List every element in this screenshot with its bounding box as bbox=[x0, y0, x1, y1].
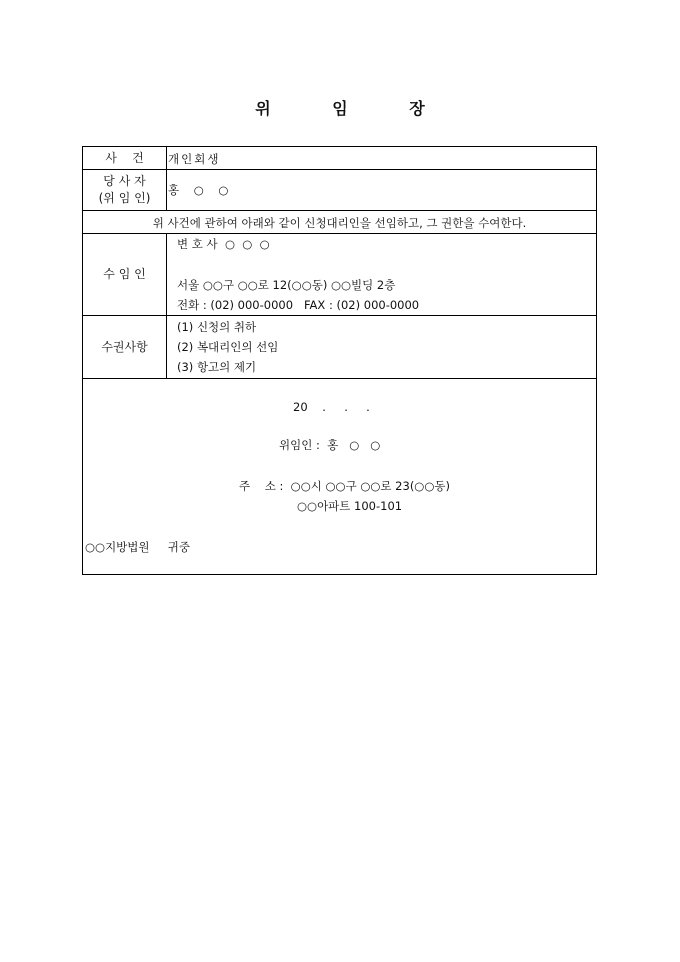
footer-delegator: 위임인 : 홍 ○ ○ bbox=[279, 438, 381, 452]
party-label-line2: (위 임 인) bbox=[98, 191, 151, 205]
statement-text: 위 사건에 관하여 아래와 같이 신청대리인을 선임하고, 그 권한을 수여한다. bbox=[152, 216, 527, 230]
party-row bbox=[83, 170, 596, 211]
party-label-line1: 당 사 자 bbox=[103, 174, 146, 188]
appointee-name: 변 호 사 ○ ○ ○ bbox=[177, 237, 270, 251]
appointee-value-cell bbox=[167, 234, 596, 315]
powers-label-text: 수권사항 bbox=[101, 339, 148, 354]
appointee-address: 서울 ○○구 ○○로 12(○○동) ○○빌딩 2층 bbox=[177, 278, 396, 292]
document-title: 위 임 장 bbox=[255, 99, 453, 118]
appointee-label bbox=[83, 234, 167, 315]
footer-date: 20 . . . bbox=[293, 400, 370, 414]
footer-section bbox=[83, 379, 596, 575]
appointee-label-text: 수 임 인 bbox=[103, 267, 146, 281]
case-label bbox=[83, 147, 167, 169]
powers-item-1: (1) 신청의 취하 bbox=[177, 320, 257, 334]
powers-row bbox=[83, 316, 596, 379]
footer-address-line2: ○○아파트 100-101 bbox=[297, 499, 403, 513]
footer-court: ○○지방법원 귀중 bbox=[85, 540, 190, 554]
case-row bbox=[83, 147, 596, 170]
party-value: 홍 ○ ○ bbox=[168, 183, 229, 197]
party-value-cell bbox=[167, 170, 596, 210]
footer-address-line1: 주 소 : ○○시 ○○구 ○○로 23(○○동) bbox=[239, 479, 450, 493]
power-of-attorney-form bbox=[82, 146, 597, 575]
case-label-text: 사 건 bbox=[105, 150, 144, 165]
case-value-cell bbox=[167, 147, 596, 169]
powers-item-2: (2) 복대리인의 선임 bbox=[177, 340, 279, 354]
appointee-row bbox=[83, 234, 596, 316]
case-value: 개인회생 bbox=[168, 152, 221, 166]
powers-item-3: (3) 항고의 제기 bbox=[177, 360, 257, 374]
statement-row bbox=[83, 211, 596, 234]
powers-value-cell bbox=[167, 316, 596, 378]
powers-label bbox=[83, 316, 167, 378]
party-label bbox=[83, 170, 167, 210]
appointee-phone: 전화 : (02) 000-0000 FAX : (02) 000-0000 bbox=[177, 298, 420, 312]
